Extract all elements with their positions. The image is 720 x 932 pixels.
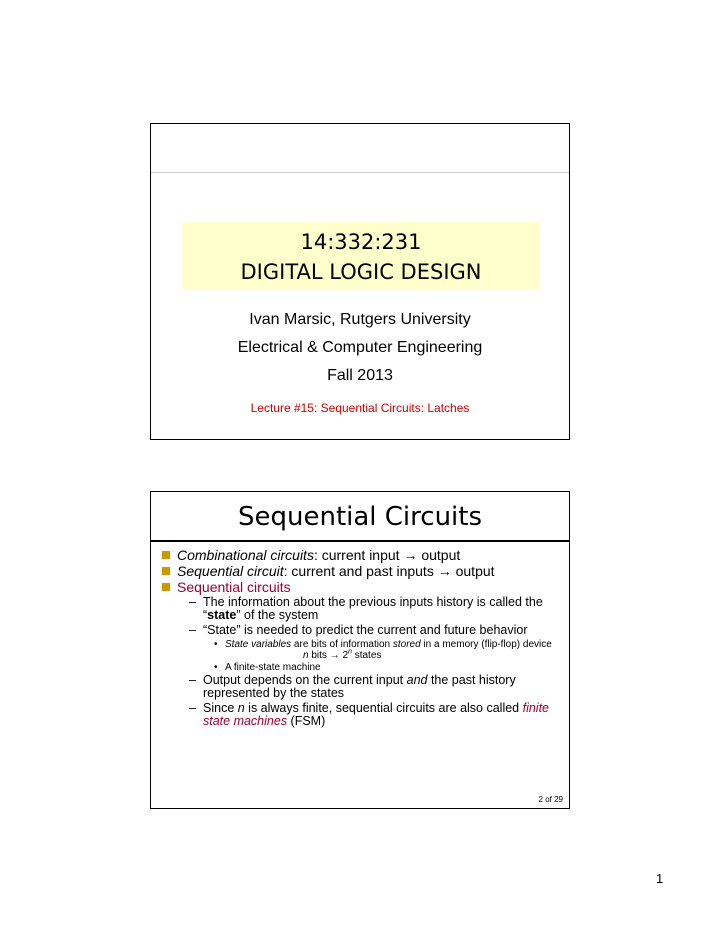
term-fsm: finite state machines (203, 701, 550, 728)
right-arrow-icon: → (437, 563, 452, 579)
sub-sub-bullet-state-variables: • State variables are bits of information stored in a memory (flip-flop) devicen bits → $2^n$ states (214, 639, 552, 661)
title-slide (150, 123, 570, 440)
right-arrow-icon: → (403, 547, 418, 563)
title-divider (151, 540, 569, 542)
term-line: Fall 2013 (327, 367, 393, 384)
dash-bullet: – (189, 701, 196, 715)
dash-bullet: – (189, 595, 196, 609)
slide-title: Sequential Circuits (237, 502, 483, 532)
page-number: 1 (656, 871, 664, 886)
department-line: Electrical & Computer Engineering (237, 339, 483, 356)
right-arrow-icon: → (329, 650, 340, 661)
course-number: 14:332:231 (300, 230, 422, 254)
bullet-combinational: Combinational circuits: current input → output (161, 548, 561, 563)
dash-bullet: – (189, 623, 196, 637)
sub-bullet-finite-state-machines: – Since n is always finite, sequential circuits are also called finite state machines (FSM) (189, 701, 550, 728)
dot-bullet: • (214, 662, 218, 673)
square-bullet-icon (162, 567, 170, 575)
instructor-line: Ivan Marsic, Rutgers University (249, 311, 471, 328)
term-sequential: Sequential circuit (177, 563, 284, 579)
dash-bullet: – (189, 673, 196, 687)
slide-header-band (151, 124, 569, 173)
sub-bullet-state-definition: – The information about the previous inputs history is called the “state” of the system (189, 595, 543, 622)
bullet-sequential-circuit: Sequential circuit: current and past inputs → output (161, 564, 561, 579)
course-title-box (182, 222, 540, 290)
square-bullet-icon (162, 583, 170, 591)
lecture-title: Lecture #15: Sequential Circuits: Latches (250, 401, 470, 415)
sub-bullet-state-needed: – “State” is needed to predict the current and future behavior (189, 623, 528, 637)
square-bullet-icon (162, 551, 170, 559)
bullet-sequential-circuits: Sequential circuits (161, 580, 561, 595)
content-slide (150, 491, 570, 809)
term-combinational: Combinational circuits (177, 547, 314, 563)
sub-bullet-output-depends: – Output depends on the current input and the past history represented by the states (189, 673, 516, 700)
term-state: state (207, 608, 237, 622)
course-title: DIGITAL LOGIC DESIGN (240, 260, 482, 284)
slide-number: 2 of 29 (538, 795, 563, 804)
sub-sub-bullet-fsm: • A finite-state machine (214, 662, 321, 673)
dot-bullet: • (214, 639, 218, 650)
slide-body (161, 548, 561, 730)
